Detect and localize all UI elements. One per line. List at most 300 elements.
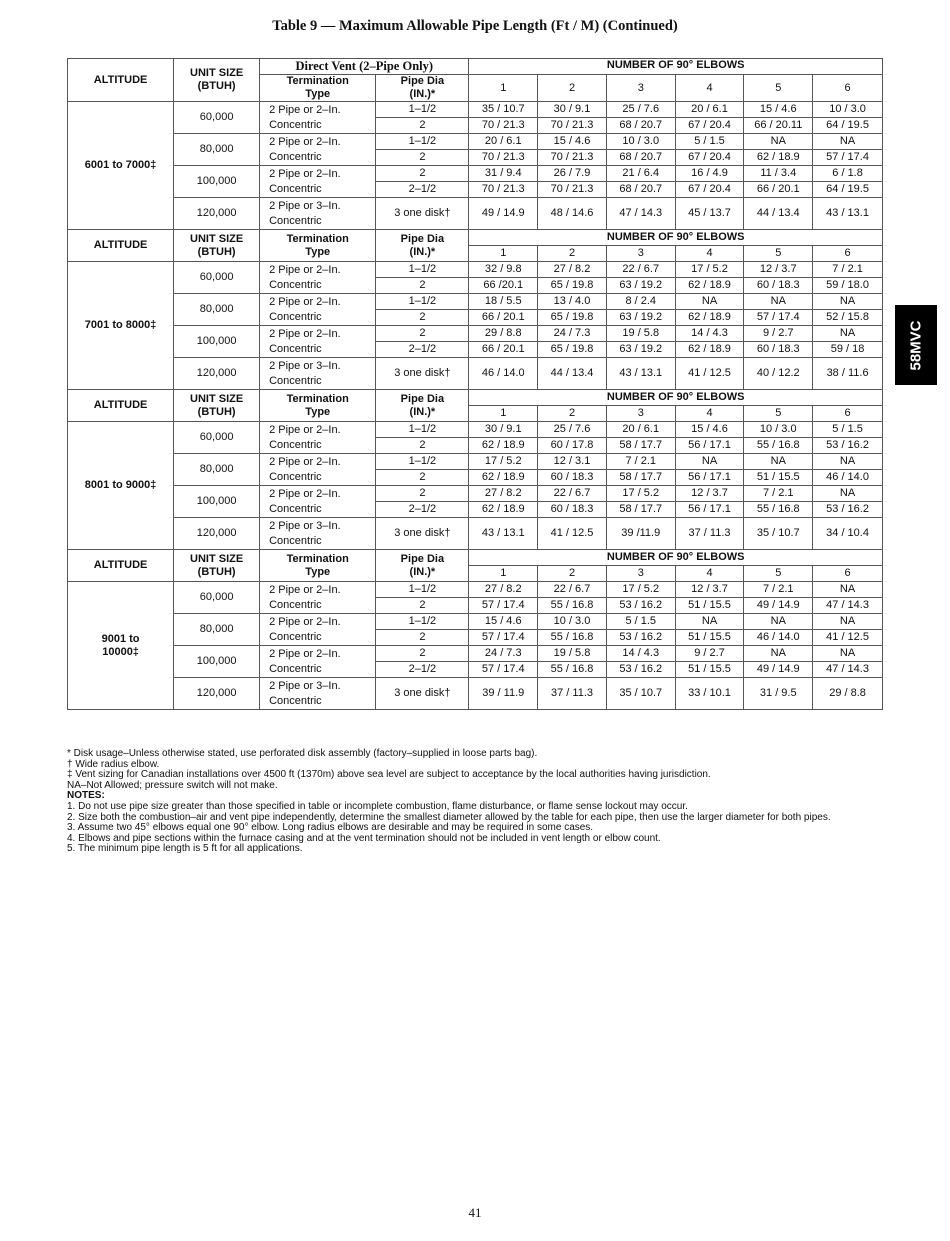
- footnote-line: ‡ Vent sizing for Canadian installations over 4500 ft (1370m) above sea level are subject to acceptance by the local authorities having jurisdiction.: [67, 769, 711, 781]
- pipe-length-cell: 62 / 18.9: [469, 470, 538, 486]
- elbow-count-header: 2: [538, 406, 607, 422]
- termination-line1: 2 Pipe or 2–In.: [269, 263, 341, 276]
- termination-line1: 2 Pipe or 2–In.: [269, 647, 341, 660]
- pipe-length-cell: NA: [744, 646, 813, 662]
- pipe-length-cell: 59 / 18: [813, 342, 883, 358]
- table-row: [68, 102, 883, 118]
- pipe-length-cell: 43 / 13.1: [469, 518, 538, 550]
- termination-header: [260, 230, 376, 262]
- pipe-length-cell: 17 / 5.2: [606, 486, 675, 502]
- pipe-length-cell: 32 / 9.8: [469, 262, 538, 278]
- elbow-count-header: 2: [538, 75, 607, 102]
- elbows-header: NUMBER OF 90° ELBOWS: [469, 390, 883, 406]
- pipe-length-cell: 40 / 12.2: [744, 358, 813, 390]
- termination-line2: Concentric: [269, 502, 322, 515]
- unit-size-header: [174, 230, 260, 262]
- termination-cell: [260, 134, 376, 166]
- pipe-length-cell: 62 / 18.9: [469, 438, 538, 454]
- pipe-length-cell: 55 / 16.8: [538, 662, 607, 678]
- pipe-dia-cell: 3 one disk†: [376, 678, 469, 710]
- pipe-dia-header: [376, 550, 469, 582]
- elbow-count-header: 6: [813, 566, 883, 582]
- unit-size-header: [174, 550, 260, 582]
- pipe-dia-cell: 2: [376, 326, 469, 342]
- pipe-length-cell: 65 / 19.8: [538, 310, 607, 326]
- pipe-dia-cell: 2–1/2: [376, 342, 469, 358]
- pipe-length-cell: NA: [813, 582, 883, 598]
- direct-vent-header: Direct Vent (2–Pipe Only): [260, 59, 469, 75]
- altitude-cell: 9001 to 10000‡: [68, 582, 174, 710]
- pipe-length-cell: NA: [675, 454, 744, 470]
- pipe-length-cell: NA: [813, 486, 883, 502]
- termination-line2: Concentric: [269, 342, 322, 355]
- pipe-dia-cell: 1–1/2: [376, 262, 469, 278]
- elbow-count-header: 3: [606, 75, 675, 102]
- unit-size-header-line2: (BTUH): [197, 245, 236, 258]
- pipe-length-cell: 70 / 21.3: [538, 118, 607, 134]
- pipe-length-cell: 44 / 13.4: [744, 198, 813, 230]
- pipe-length-cell: 38 / 11.6: [813, 358, 883, 390]
- pipe-length-cell: 48 / 14.6: [538, 198, 607, 230]
- termination-line2: Concentric: [269, 662, 322, 675]
- pipe-dia-cell: 1–1/2: [376, 294, 469, 310]
- pipe-length-cell: 29 / 8.8: [469, 326, 538, 342]
- unit-size-cell: 60,000: [174, 102, 260, 134]
- pipe-length-cell: 17 / 5.2: [675, 262, 744, 278]
- pipe-length-cell: 65 / 19.8: [538, 342, 607, 358]
- pipe-length-cell: NA: [813, 326, 883, 342]
- pipe-length-cell: 27 / 8.2: [469, 486, 538, 502]
- pipe-length-cell: 60 / 18.3: [538, 502, 607, 518]
- termination-line2: Concentric: [269, 214, 322, 227]
- table-row: [68, 134, 883, 150]
- pipe-dia-cell: 1–1/2: [376, 614, 469, 630]
- pipe-length-cell: 63 / 19.2: [606, 342, 675, 358]
- pipe-length-cell: 7 / 2.1: [606, 454, 675, 470]
- pipe-length-cell: 45 / 13.7: [675, 198, 744, 230]
- altitude-header: ALTITUDE: [68, 550, 174, 582]
- pipe-length-cell: NA: [813, 134, 883, 150]
- pipe-length-cell: 41 / 12.5: [813, 630, 883, 646]
- pipe-dia-cell: 3 one disk†: [376, 198, 469, 230]
- pipe-dia-cell: 2–1/2: [376, 662, 469, 678]
- pipe-dia-cell: 2: [376, 486, 469, 502]
- termination-header-line2: Type: [305, 405, 331, 418]
- pipe-length-cell: 11 / 3.4: [744, 166, 813, 182]
- unit-size-header-line1: UNIT SIZE: [190, 552, 244, 565]
- unit-size-cell: 60,000: [174, 422, 260, 454]
- termination-header: [260, 75, 376, 102]
- pipe-length-cell: 43 / 13.1: [813, 198, 883, 230]
- table-row: [68, 198, 883, 230]
- pipe-length-cell: 60 / 18.3: [744, 278, 813, 294]
- pipe-length-cell: 66 / 20.1: [469, 310, 538, 326]
- termination-header-line2: Type: [305, 88, 331, 100]
- pipe-length-cell: 19 / 5.8: [538, 646, 607, 662]
- termination-cell: [260, 166, 376, 198]
- elbow-count-header: 5: [744, 75, 813, 102]
- pipe-length-cell: 66 / 20.11: [744, 118, 813, 134]
- unit-size-cell: 120,000: [174, 198, 260, 230]
- pipe-length-cell: 22 / 6.7: [538, 486, 607, 502]
- termination-cell: [260, 486, 376, 518]
- pipe-length-cell: 18 / 5.5: [469, 294, 538, 310]
- pipe-length-cell: 15 / 4.6: [675, 422, 744, 438]
- pipe-length-cell: 12 / 3.7: [675, 582, 744, 598]
- pipe-dia-header: [376, 230, 469, 262]
- elbow-count-header: 4: [675, 246, 744, 262]
- unit-size-cell: 60,000: [174, 582, 260, 614]
- pipe-length-cell: 67 / 20.4: [675, 150, 744, 166]
- pipe-length-cell: 21 / 6.4: [606, 166, 675, 182]
- termination-line1: 2 Pipe or 2–In.: [269, 423, 341, 436]
- header-row: [68, 59, 883, 75]
- termination-line2: Concentric: [269, 534, 322, 547]
- pipe-dia-cell: 2–1/2: [376, 502, 469, 518]
- pipe-length-cell: 62 / 18.9: [744, 150, 813, 166]
- pipe-length-cell: 30 / 9.1: [469, 422, 538, 438]
- pipe-length-cell: NA: [675, 294, 744, 310]
- pipe-length-cell: 12 / 3.1: [538, 454, 607, 470]
- termination-cell: [260, 358, 376, 390]
- pipe-length-cell: 66 / 20.1: [469, 342, 538, 358]
- termination-cell: [260, 454, 376, 486]
- altitude-header: ALTITUDE: [68, 230, 174, 262]
- termination-cell: [260, 582, 376, 614]
- pipe-length-cell: 66 /20.1: [469, 278, 538, 294]
- termination-line2: Concentric: [269, 438, 322, 451]
- pipe-length-cell: 29 / 8.8: [813, 678, 883, 710]
- pipe-length-cell: 68 / 20.7: [606, 182, 675, 198]
- pipe-length-cell: 25 / 7.6: [606, 102, 675, 118]
- pipe-length-cell: 6 / 1.8: [813, 166, 883, 182]
- pipe-length-cell: 25 / 7.6: [538, 422, 607, 438]
- unit-size-header-line2: (BTUH): [197, 565, 236, 578]
- altitude-cell: 6001 to 7000‡: [68, 102, 174, 230]
- pipe-length-cell: 68 / 20.7: [606, 150, 675, 166]
- unit-size-header-line2: (BTUH): [197, 80, 236, 92]
- pipe-length-cell: 20 / 6.1: [606, 422, 675, 438]
- pipe-length-cell: 7 / 2.1: [813, 262, 883, 278]
- note-line: 4. Elbows and pipe sections within the furnace casing and at the vent termination should not be included in vent length or elbow count.: [67, 832, 661, 844]
- pipe-length-cell: 15 / 4.6: [538, 134, 607, 150]
- unit-size-cell: 60,000: [174, 262, 260, 294]
- pipe-length-cell: 51 / 15.5: [675, 598, 744, 614]
- pipe-length-cell: 10 / 3.0: [744, 422, 813, 438]
- pipe-dia-header-line1: Pipe Dia: [400, 75, 445, 87]
- pipe-dia-cell: 2: [376, 166, 469, 182]
- pipe-length-cell: 12 / 3.7: [675, 486, 744, 502]
- pipe-dia-cell: 1–1/2: [376, 454, 469, 470]
- pipe-length-cell: 56 / 17.1: [675, 502, 744, 518]
- termination-cell: [260, 294, 376, 326]
- footnote-line: † Wide radius elbow.: [67, 758, 160, 770]
- unit-size-header: [174, 59, 260, 102]
- table-row: [68, 422, 883, 438]
- termination-header-line2: Type: [305, 565, 331, 578]
- termination-line1: 2 Pipe or 3–In.: [269, 359, 341, 372]
- elbow-count-header: 5: [744, 566, 813, 582]
- page-number: 41: [468, 1205, 482, 1220]
- pipe-length-cell: 10 / 3.0: [606, 134, 675, 150]
- pipe-dia-cell: 2: [376, 310, 469, 326]
- pipe-length-cell: 53 / 16.2: [813, 438, 883, 454]
- termination-cell: [260, 198, 376, 230]
- elbow-count-header: 4: [675, 566, 744, 582]
- unit-size-header: [174, 390, 260, 422]
- elbow-count-header: 2: [538, 246, 607, 262]
- pipe-length-cell: 60 / 17.8: [538, 438, 607, 454]
- pipe-length-cell: 31 / 9.4: [469, 166, 538, 182]
- pipe-length-cell: 67 / 20.4: [675, 182, 744, 198]
- termination-header-line1: Termination: [286, 232, 349, 245]
- altitude-cell: 7001 to 8000‡: [68, 262, 174, 390]
- pipe-length-cell: 9 / 2.7: [744, 326, 813, 342]
- footnote-line: NA–Not Allowed; pressure switch will not make.: [67, 779, 278, 791]
- elbow-count-header: 6: [813, 246, 883, 262]
- termination-line2: Concentric: [269, 598, 322, 611]
- elbow-count-header: 6: [813, 75, 883, 102]
- termination-cell: [260, 262, 376, 294]
- pipe-length-cell: 34 / 10.4: [813, 518, 883, 550]
- pipe-dia-cell: 1–1/2: [376, 582, 469, 598]
- termination-line1: 2 Pipe or 2–In.: [269, 487, 341, 500]
- elbow-count-header: 3: [606, 566, 675, 582]
- pipe-length-cell: 58 / 17.7: [606, 470, 675, 486]
- pipe-length-cell: 53 / 16.2: [606, 630, 675, 646]
- pipe-length-cell: 35 / 10.7: [606, 678, 675, 710]
- pipe-length-cell: 22 / 6.7: [606, 262, 675, 278]
- pipe-length-cell: 51 / 15.5: [744, 470, 813, 486]
- unit-size-cell: 80,000: [174, 294, 260, 326]
- altitude-cell: 8001 to 9000‡: [68, 422, 174, 550]
- termination-line2: Concentric: [269, 630, 322, 643]
- pipe-length-cell: 64 / 19.5: [813, 182, 883, 198]
- table-row: [68, 486, 883, 502]
- unit-size-header-line2: (BTUH): [197, 405, 236, 418]
- unit-size-cell: 100,000: [174, 326, 260, 358]
- termination-line1: 2 Pipe or 3–In.: [269, 679, 341, 692]
- termination-cell: [260, 646, 376, 678]
- model-side-tab: [895, 305, 937, 385]
- altitude-header: ALTITUDE: [68, 59, 174, 102]
- termination-line1: 2 Pipe or 2–In.: [269, 167, 341, 180]
- pipe-length-cell: 46 / 14.0: [469, 358, 538, 390]
- pipe-length-cell: 70 / 21.3: [538, 150, 607, 166]
- elbow-count-header: 3: [606, 246, 675, 262]
- pipe-length-cell: 7 / 2.1: [744, 486, 813, 502]
- pipe-length-cell: 9 / 2.7: [675, 646, 744, 662]
- pipe-length-cell: 44 / 13.4: [538, 358, 607, 390]
- termination-cell: [260, 614, 376, 646]
- pipe-length-cell: 63 / 19.2: [606, 278, 675, 294]
- termination-line2: Concentric: [269, 470, 322, 483]
- elbow-count-header: 5: [744, 246, 813, 262]
- pipe-length-cell: 53 / 16.2: [813, 502, 883, 518]
- pipe-dia-header-line2: (IN.)*: [409, 88, 436, 100]
- pipe-length-cell: 41 / 12.5: [538, 518, 607, 550]
- table-row: [68, 326, 883, 342]
- pipe-length-cell: 59 / 18.0: [813, 278, 883, 294]
- table-row: [68, 518, 883, 550]
- pipe-length-cell: 56 / 17.1: [675, 438, 744, 454]
- pipe-length-cell: 53 / 16.2: [606, 662, 675, 678]
- pipe-length-cell: 68 / 20.7: [606, 118, 675, 134]
- table-row: [68, 614, 883, 630]
- pipe-length-cell: 15 / 4.6: [744, 102, 813, 118]
- elbow-count-header: 1: [469, 406, 538, 422]
- pipe-length-cell: NA: [744, 294, 813, 310]
- pipe-dia-cell: 2: [376, 630, 469, 646]
- termination-header-line2: Type: [305, 245, 331, 258]
- pipe-length-cell: 58 / 17.7: [606, 438, 675, 454]
- elbow-count-header: 1: [469, 246, 538, 262]
- pipe-length-cell: 57 / 17.4: [744, 310, 813, 326]
- pipe-length-cell: 24 / 7.3: [469, 646, 538, 662]
- pipe-length-cell: 67 / 20.4: [675, 118, 744, 134]
- pipe-length-cell: 57 / 17.4: [469, 662, 538, 678]
- pipe-dia-header-line1: Pipe Dia: [400, 392, 445, 405]
- pipe-length-cell: 49 / 14.9: [469, 198, 538, 230]
- pipe-dia-cell: 1–1/2: [376, 422, 469, 438]
- table-row: [68, 582, 883, 598]
- pipe-length-cell: 41 / 12.5: [675, 358, 744, 390]
- pipe-length-cell: 70 / 21.3: [469, 182, 538, 198]
- elbows-header: NUMBER OF 90° ELBOWS: [469, 550, 883, 566]
- pipe-length-cell: 47 / 14.3: [813, 598, 883, 614]
- pipe-length-cell: 51 / 15.5: [675, 630, 744, 646]
- pipe-length-cell: 14 / 4.3: [606, 646, 675, 662]
- footnotes-block: [67, 749, 937, 855]
- termination-header: [260, 550, 376, 582]
- unit-size-cell: 80,000: [174, 134, 260, 166]
- termination-cell: [260, 678, 376, 710]
- header-row: [68, 230, 883, 246]
- pipe-length-cell: 46 / 14.0: [744, 630, 813, 646]
- table-row: [68, 678, 883, 710]
- pipe-length-cell: 70 / 21.3: [469, 118, 538, 134]
- pipe-length-cell: 51 / 15.5: [675, 662, 744, 678]
- pipe-length-cell: 20 / 6.1: [675, 102, 744, 118]
- pipe-length-cell: 31 / 9.5: [744, 678, 813, 710]
- pipe-length-cell: 58 / 17.7: [606, 502, 675, 518]
- pipe-dia-header-line2: (IN.)*: [409, 245, 436, 258]
- unit-size-cell: 120,000: [174, 518, 260, 550]
- termination-line1: 2 Pipe or 2–In.: [269, 583, 341, 596]
- pipe-length-cell: 65 / 19.8: [538, 278, 607, 294]
- termination-header: [260, 390, 376, 422]
- pipe-length-cell: 12 / 3.7: [744, 262, 813, 278]
- pipe-length-cell: 46 / 14.0: [813, 470, 883, 486]
- altitude-header: ALTITUDE: [68, 390, 174, 422]
- pipe-dia-header: [376, 390, 469, 422]
- pipe-dia-cell: 1–1/2: [376, 102, 469, 118]
- pipe-dia-cell: 2: [376, 598, 469, 614]
- termination-header-line1: Termination: [286, 552, 349, 565]
- note-line: 2. Size both the combustion–air and vent pipe independently, determine the smallest diameter allowed by the table for each pipe, then use the larger diameter for both pipes.: [67, 811, 831, 823]
- pipe-dia-header-line2: (IN.)*: [409, 405, 436, 418]
- pipe-length-cell: 22 / 6.7: [538, 582, 607, 598]
- pipe-length-cell: 5 / 1.5: [675, 134, 744, 150]
- pipe-length-cell: 7 / 2.1: [744, 582, 813, 598]
- elbow-count-header: 5: [744, 406, 813, 422]
- elbow-count-header: 4: [675, 75, 744, 102]
- pipe-length-cell: NA: [813, 454, 883, 470]
- pipe-length-cell: 62 / 18.9: [675, 278, 744, 294]
- pipe-length-cell: 49 / 14.9: [744, 598, 813, 614]
- table-row: [68, 358, 883, 390]
- termination-header-line1: Termination: [286, 75, 349, 87]
- pipe-length-cell: 70 / 21.3: [469, 150, 538, 166]
- pipe-dia-cell: 1–1/2: [376, 134, 469, 150]
- unit-size-cell: 100,000: [174, 646, 260, 678]
- pipe-length-cell: NA: [813, 646, 883, 662]
- table-row: [68, 262, 883, 278]
- termination-cell: [260, 102, 376, 134]
- pipe-length-cell: NA: [744, 134, 813, 150]
- pipe-length-cell: NA: [813, 614, 883, 630]
- pipe-dia-header-line1: Pipe Dia: [400, 232, 445, 245]
- elbow-count-header: 2: [538, 566, 607, 582]
- unit-size-cell: 120,000: [174, 358, 260, 390]
- termination-line2: Concentric: [269, 150, 322, 163]
- pipe-length-cell: NA: [675, 614, 744, 630]
- pipe-length-cell: 27 / 8.2: [469, 582, 538, 598]
- pipe-length-cell: 47 / 14.3: [813, 662, 883, 678]
- pipe-length-cell: NA: [744, 454, 813, 470]
- note-line: 3. Assume two 45° elbows equal one 90° elbow. Long radius elbows are desirable and may be required in some cases.: [67, 822, 594, 834]
- pipe-dia-header: [376, 75, 469, 102]
- pipe-length-cell: 62 / 18.9: [675, 342, 744, 358]
- pipe-length-cell: 27 / 8.2: [538, 262, 607, 278]
- pipe-length-cell: 16 / 4.9: [675, 166, 744, 182]
- elbow-count-header: 3: [606, 406, 675, 422]
- termination-line2: Concentric: [269, 310, 322, 323]
- pipe-dia-cell: 2–1/2: [376, 182, 469, 198]
- pipe-length-cell: 64 / 19.5: [813, 118, 883, 134]
- unit-size-cell: 120,000: [174, 678, 260, 710]
- pipe-length-cell: 39 / 11.9: [469, 678, 538, 710]
- termination-cell: [260, 326, 376, 358]
- pipe-length-cell: 57 / 17.4: [469, 630, 538, 646]
- footnote-line: * Disk usage–Unless otherwise stated, use perforated disk assembly (factory–supplied in loose parts bag).: [67, 748, 538, 759]
- pipe-length-cell: 10 / 3.0: [538, 614, 607, 630]
- pipe-length-cell: 17 / 5.2: [606, 582, 675, 598]
- pipe-length-cell: 26 / 7.9: [538, 166, 607, 182]
- unit-size-header-line1: UNIT SIZE: [190, 67, 244, 79]
- note-line: 5. The minimum pipe length is 5 ft for all applications.: [67, 843, 303, 855]
- termination-line2: Concentric: [269, 278, 322, 291]
- elbows-header: NUMBER OF 90° ELBOWS: [469, 59, 883, 75]
- pipe-length-cell: 60 / 18.3: [744, 342, 813, 358]
- table-row: [68, 646, 883, 662]
- pipe-dia-cell: 3 one disk†: [376, 518, 469, 550]
- pipe-length-cell: 53 / 16.2: [606, 598, 675, 614]
- pipe-length-cell: 55 / 16.8: [538, 630, 607, 646]
- unit-size-header-line1: UNIT SIZE: [190, 392, 244, 405]
- header-row: [68, 550, 883, 566]
- pipe-length-cell: 56 / 17.1: [675, 470, 744, 486]
- model-side-tab-label: 58MVC: [907, 319, 925, 371]
- table-row: [68, 294, 883, 310]
- pipe-length-cell: 8 / 2.4: [606, 294, 675, 310]
- elbows-header: NUMBER OF 90° ELBOWS: [469, 230, 883, 246]
- pipe-length-cell: 52 / 15.8: [813, 310, 883, 326]
- pipe-dia-header-line1: Pipe Dia: [400, 552, 445, 565]
- pipe-length-cell: 62 / 18.9: [469, 502, 538, 518]
- pipe-dia-cell: 2: [376, 470, 469, 486]
- pipe-length-cell: 5 / 1.5: [606, 614, 675, 630]
